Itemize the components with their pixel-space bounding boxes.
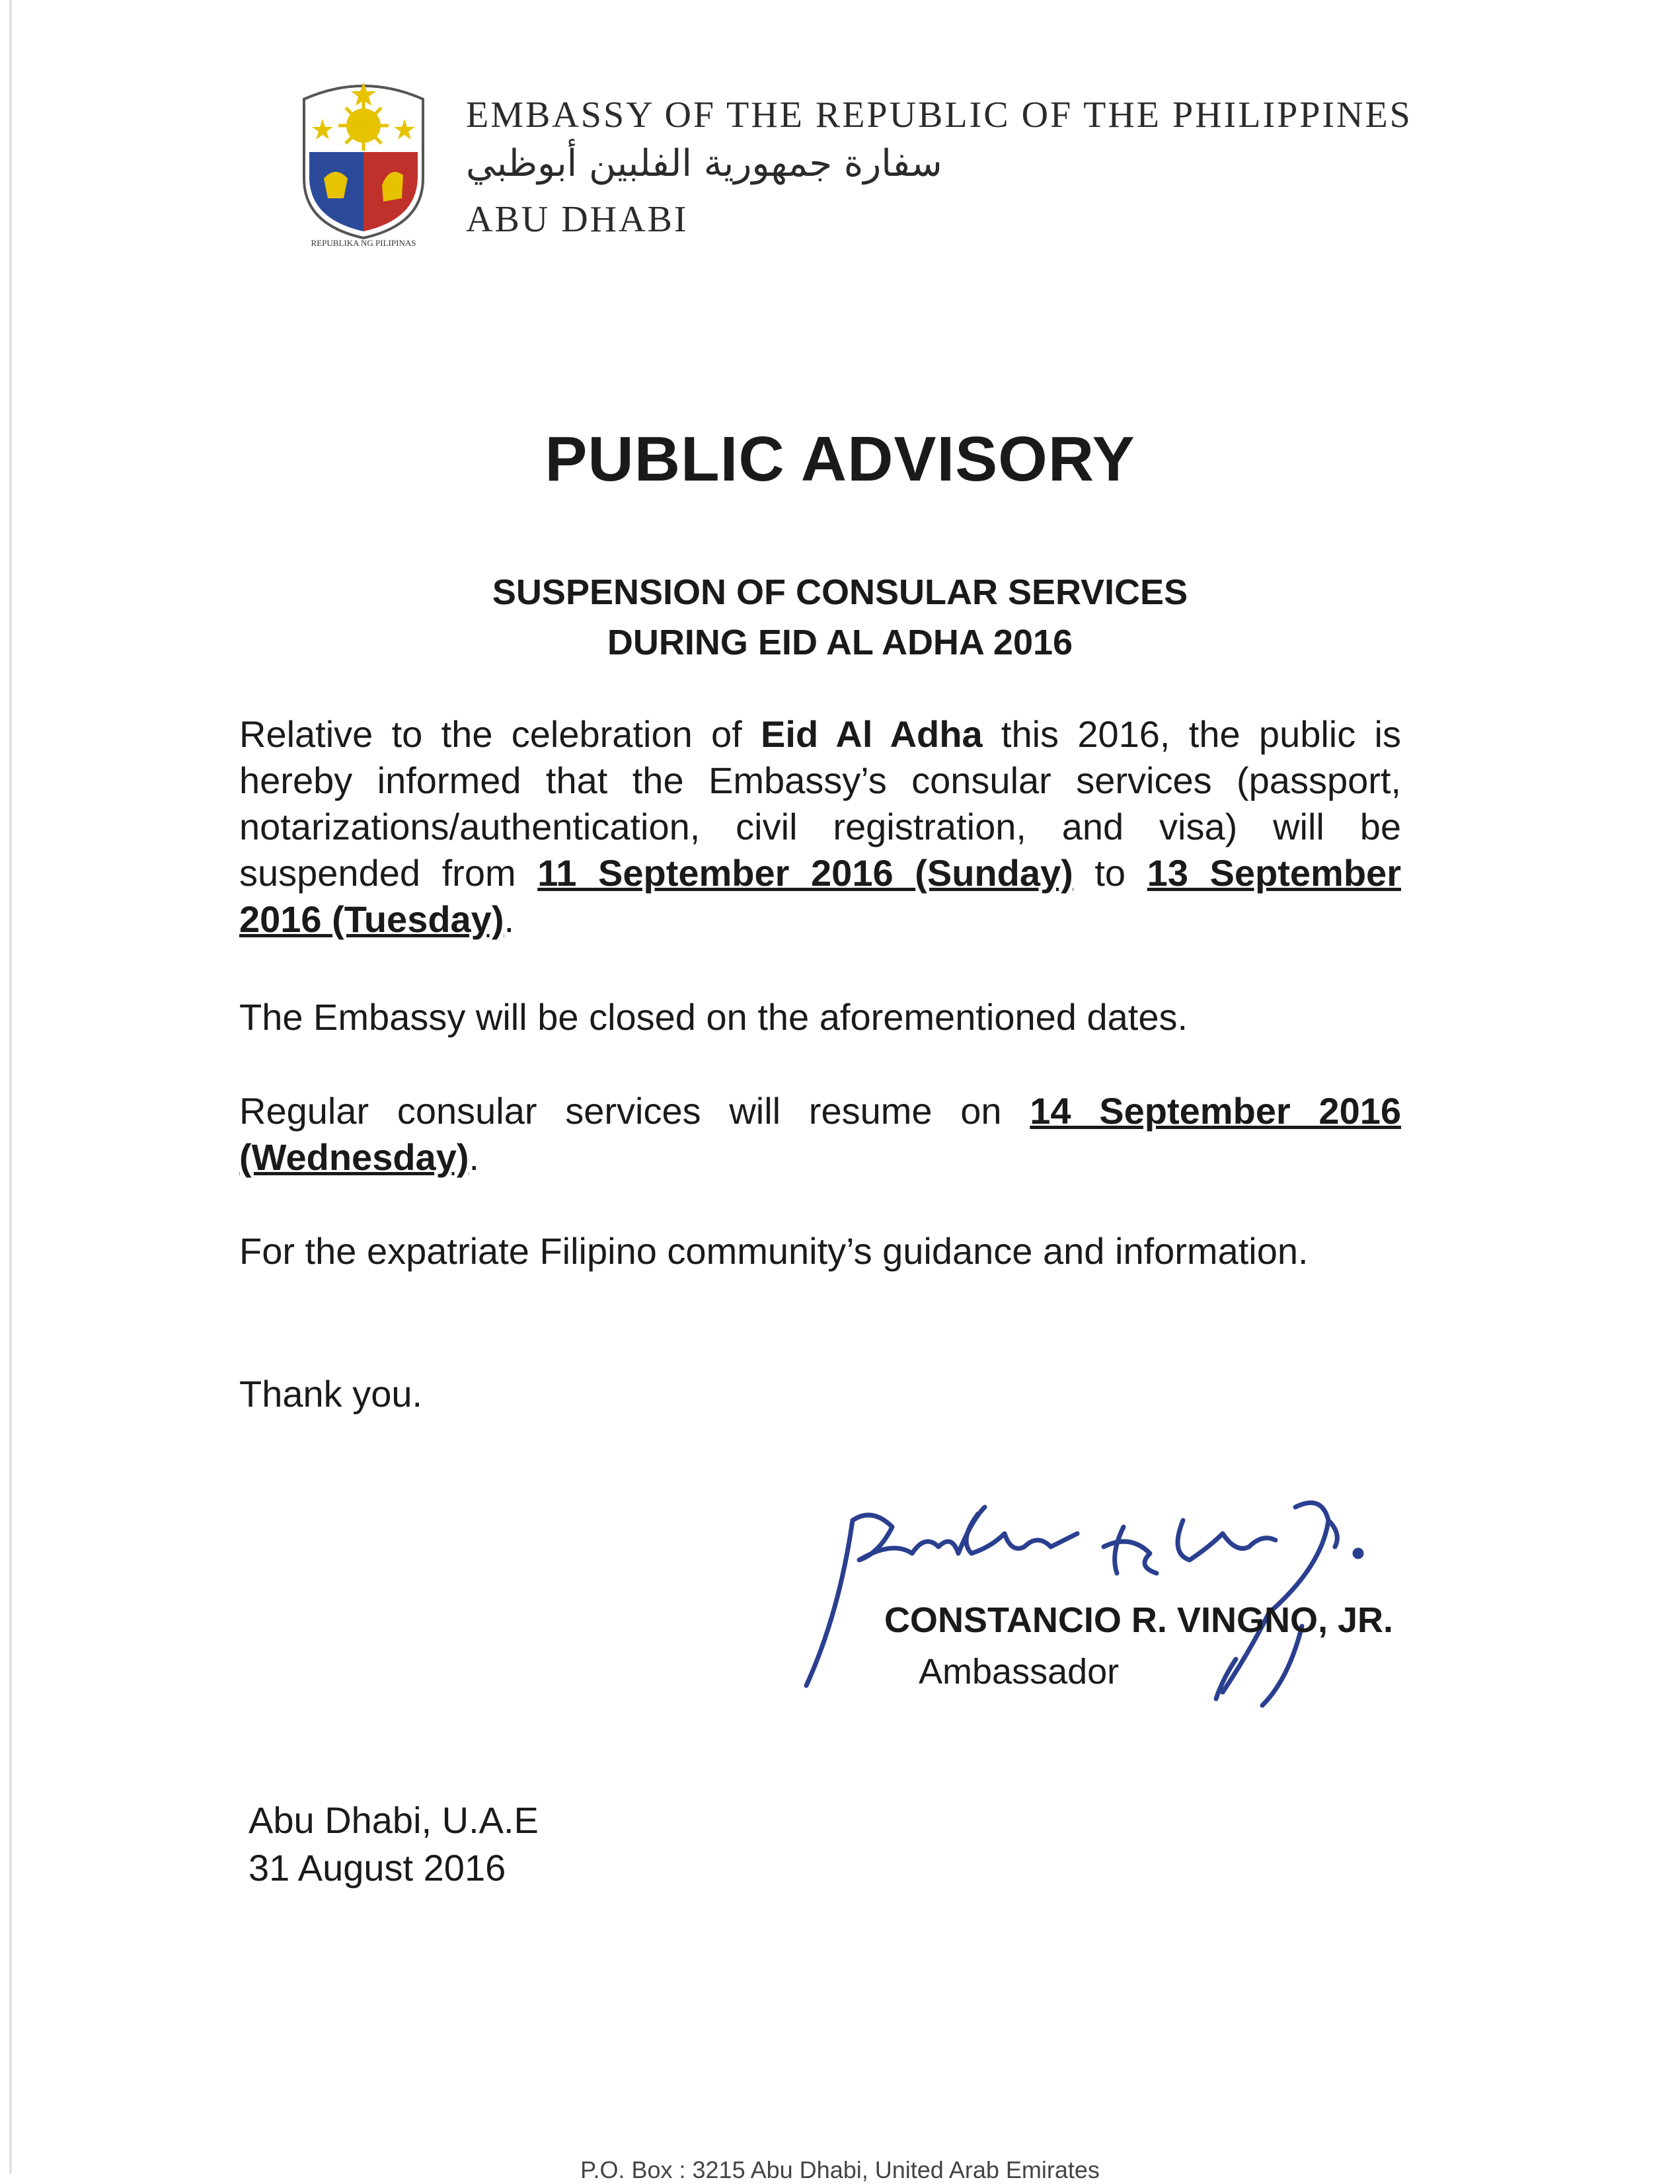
letter-date: 31 August 2016 (248, 1847, 506, 1889)
subtitle-line-2: DURING EID AL ADHA 2016 (607, 623, 1073, 662)
seal-text: REPUBLIKA NG PILIPINAS (311, 238, 416, 248)
footer-address: P.O. Box : 3215 Abu Dhabi, United Arab Emirates (580, 2156, 1100, 2183)
suspension-end-date: 13 September 2016 (Tuesday) (239, 852, 1401, 940)
page-edge (9, 0, 12, 2174)
para1-mid: this 2016, the public is hereby informed that the Embassy’s consular services (passport, notarizations/authentication, civil registration, and visa) will be suspended from (239, 713, 1401, 894)
paragraph-resume (239, 1088, 1401, 1181)
place: Abu Dhabi, U.A.E (248, 1799, 539, 1841)
signatory-title: Ambassador (919, 1652, 1120, 1692)
embassy-name: EMBASSY OF THE REPUBLIC OF THE PHILIPPINES (466, 95, 1412, 136)
letterhead-text (466, 97, 1457, 238)
paragraph-thanks: Thank you. (239, 1373, 423, 1415)
para1-end: . (504, 898, 515, 940)
para1-conj: to (1073, 852, 1147, 894)
resume-date: 14 September 2016 (Wednesday) (239, 1090, 1402, 1178)
para1-pre: Relative to the celebration of (239, 713, 761, 755)
advisory-subtitle (0, 567, 1680, 668)
embassy-name-arabic: سفارة جمهورية الفلبين أبوظبي (466, 142, 942, 185)
para1-holiday: Eid Al Adha (761, 713, 983, 755)
philippine-seal-icon (291, 73, 436, 251)
letterhead (291, 73, 1454, 271)
para3-pre: Regular consular services will resume on (239, 1090, 1030, 1132)
suspension-start-date: 11 September 2016 (Sunday) (537, 852, 1073, 894)
paragraph-suspension (239, 711, 1401, 943)
subtitle-line-1: SUSPENSION OF CONSULAR SERVICES (492, 572, 1188, 612)
para3-end: . (469, 1136, 480, 1178)
page-title: PUBLIC ADVISORY (545, 424, 1135, 494)
paragraph-guidance: For the expatriate Filipino community’s guidance and information. (239, 1230, 1309, 1272)
signatory-name: CONSTANCIO R. VINGNO, JR. (884, 1600, 1393, 1640)
signature-block (760, 1481, 1421, 1732)
paragraph-closure: The Embassy will be closed on the aforementioned dates. (239, 996, 1188, 1038)
place-and-date (248, 1797, 539, 1892)
embassy-city: ABU DHABI (466, 199, 689, 240)
